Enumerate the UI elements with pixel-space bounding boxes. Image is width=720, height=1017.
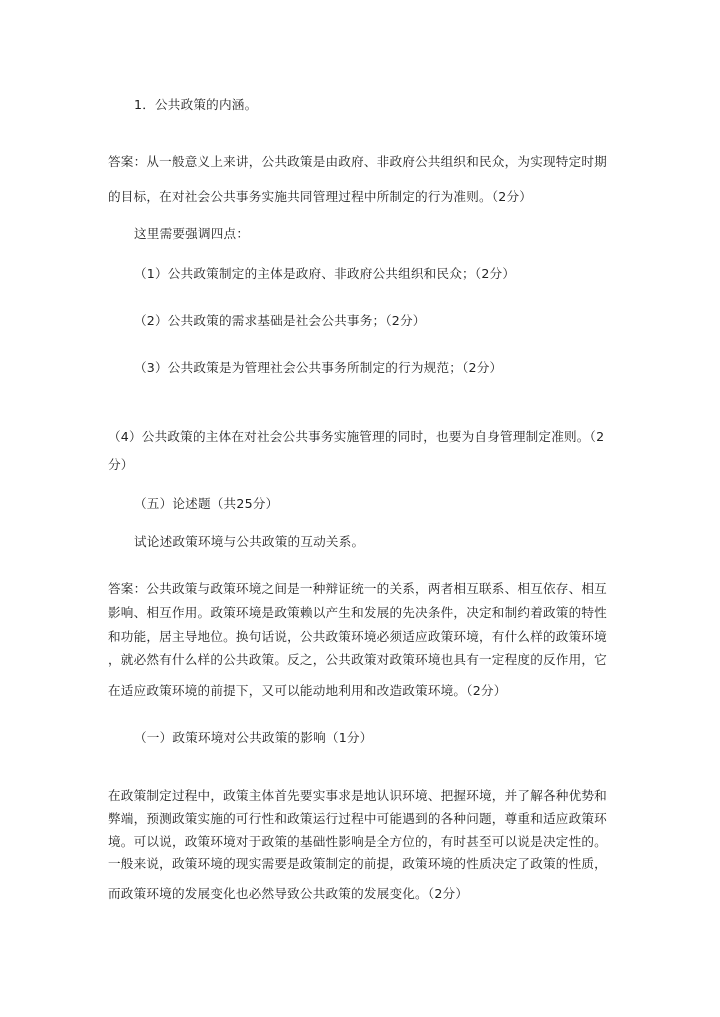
answer-1-line-2: 的目标，在对社会公共事务实施共同管理过程中所制定的行为准则。（2分） xyxy=(108,189,533,204)
point-4-line-1: （4）公共政策的主体在对社会公共事务实施管理的同时，也要为自身管理制定准则。（2 xyxy=(108,429,605,444)
answer-3-line-5: 而政策环境的发展变化也必然导致公共政策的发展变化。（2分） xyxy=(108,886,469,901)
essay-question: 试论述政策环境与公共政策的互动关系。 xyxy=(134,534,365,549)
answer-1-line-1: 答案：从一般意义上来讲，公共政策是由政府、非政府公共组织和民众，为实现特定时期 xyxy=(108,154,607,169)
section-5-title: （五）论述题（共25分） xyxy=(134,496,279,511)
answer-2-line-3: 和功能，居主导地位。换句话说，公共政策环境必须适应政策环境，有什么样的政策环境 xyxy=(108,629,607,644)
answer-2-line-2: 影响、相互作用。政策环境是政策赖以产生和发展的先决条件，决定和制约着政策的特性 xyxy=(108,605,607,620)
answer-2-line-1: 答案：公共政策与政策环境之间是一种辩证统一的关系，两者相互联系、相互依存、相互 xyxy=(108,581,607,596)
point-1: （1）公共政策制定的主体是政府、非政府公共组织和民众；（2分） xyxy=(134,266,516,281)
emphasis-intro: 这里需要强调四点： xyxy=(134,226,250,241)
answer-3-line-2: 弊端，预测政策实施的可行性和政策运行过程中可能遇到的各种问题，尊重和适应政策环 xyxy=(108,811,607,826)
question-1-title: 1．公共政策的内涵。 xyxy=(134,97,258,112)
answer-2-line-5: 在适应政策环境的前提下，又可以能动地利用和改造政策环境。（2分） xyxy=(108,683,507,698)
point-2: （2）公共政策的需求基础是社会公共事务；（2分） xyxy=(134,313,426,328)
answer-3-line-1: 在政策制定过程中，政策主体首先要实事求是地认识环境、把握环境，并了解各种优势和 xyxy=(108,788,607,803)
answer-3-line-4: 一般来说，政策环境的现实需要是政策制定的前提，政策环境的性质决定了政策的性质， xyxy=(108,856,607,871)
point-3: （3）公共政策是为管理社会公共事务所制定的行为规范；（2分） xyxy=(134,360,503,375)
answer-2-line-4: ，就必然有什么样的公共政策。反之，公共政策对政策环境也具有一定程度的反作用，它 xyxy=(108,652,607,667)
subsection-1-title: （一）政策环境对公共政策的影响（1分） xyxy=(134,730,373,745)
point-4-line-2: 分） xyxy=(108,457,134,472)
answer-3-line-3: 境。可以说，政策环境对于政策的基础性影响是全方位的，有时甚至可以说是决定性的。 xyxy=(108,834,607,849)
